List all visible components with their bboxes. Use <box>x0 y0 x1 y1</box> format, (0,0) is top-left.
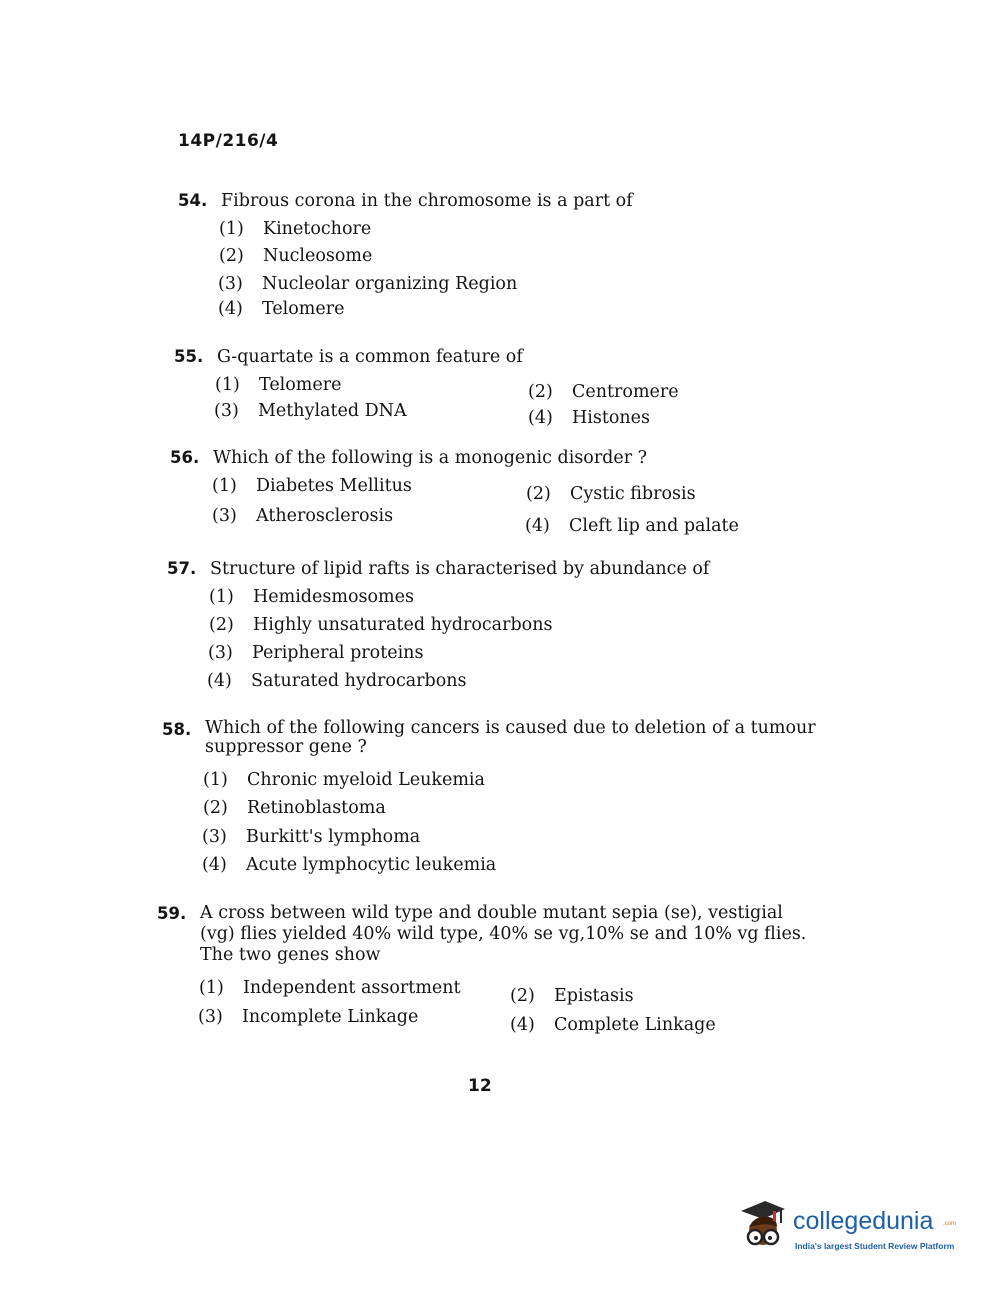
option-text: Diabetes Mellitus <box>256 476 412 496</box>
option-number: (4) <box>202 855 227 875</box>
option-1 <box>219 218 371 240</box>
question-number: 55. <box>174 347 204 366</box>
question-54 <box>178 190 878 320</box>
option-text: Nucleosome <box>263 246 373 266</box>
option-1 <box>215 374 341 396</box>
option-3 <box>208 642 423 664</box>
logo-tagline: India's largest Student Review Platform <box>795 1241 955 1251</box>
option-3 <box>198 1006 418 1028</box>
option-4 <box>202 854 496 876</box>
question-number: 54. <box>178 191 208 210</box>
option-text: Methylated DNA <box>258 401 407 421</box>
option-number: (4) <box>525 516 550 536</box>
option-4 <box>218 298 344 320</box>
option-number: (4) <box>207 671 232 691</box>
option-text: Burkitt's lymphoma <box>246 827 421 847</box>
logo-brand-text: collegedunia <box>793 1207 934 1235</box>
option-number: (1) <box>219 219 244 239</box>
option-2 <box>209 614 552 636</box>
option-number: (4) <box>218 299 243 319</box>
option-text: Hemidesmosomes <box>253 587 414 607</box>
question-stem: Fibrous corona in the chromosome is a part of <box>221 191 633 211</box>
option-3 <box>202 826 420 848</box>
question-stem: Which of the following is a monogenic disorder ? <box>213 448 648 468</box>
option-number: (3) <box>198 1007 223 1027</box>
option-number: (4) <box>510 1015 535 1035</box>
option-number: (3) <box>218 274 243 294</box>
option-text: Acute lymphocytic leukemia <box>246 855 497 875</box>
option-4 <box>207 670 467 692</box>
option-text: Incomplete Linkage <box>242 1007 419 1027</box>
option-3 <box>212 505 393 527</box>
option-number: (1) <box>212 476 237 496</box>
option-text: Telomere <box>259 375 342 395</box>
option-4 <box>510 1014 716 1036</box>
option-text: Histones <box>572 408 651 428</box>
option-text: Complete Linkage <box>554 1015 716 1035</box>
option-number: (2) <box>219 246 244 266</box>
question-stem: A cross between wild type and double mutant sepia (se), vestigial (vg) flies yielded 40% wild type, 40% se vg,10% se and 10% vg flies. The two genes show <box>200 903 807 965</box>
option-number: (2) <box>203 798 228 818</box>
option-text: Epistasis <box>554 986 634 1006</box>
option-text: Chronic myeloid Leukemia <box>247 770 485 790</box>
option-3 <box>214 400 407 422</box>
option-1 <box>203 769 485 791</box>
question-59 <box>157 903 857 1043</box>
option-3 <box>218 273 517 295</box>
option-text: Retinoblastoma <box>247 798 386 818</box>
mascot-icon <box>735 1197 795 1257</box>
option-2 <box>526 483 696 505</box>
option-number: (3) <box>208 643 233 663</box>
option-2 <box>203 797 386 819</box>
option-number: (2) <box>510 986 535 1006</box>
option-number: (4) <box>528 408 553 428</box>
question-number: 56. <box>170 448 200 467</box>
option-1 <box>209 586 414 608</box>
option-number: (1) <box>209 587 234 607</box>
option-2 <box>528 381 679 403</box>
option-4 <box>525 515 739 537</box>
question-stem: G-quartate is a common feature of <box>217 347 523 367</box>
option-number: (2) <box>526 484 551 504</box>
option-text: Atherosclerosis <box>256 506 394 526</box>
question-58 <box>162 719 862 879</box>
option-text: Telomere <box>262 299 345 319</box>
question-number: 58. <box>162 720 192 739</box>
option-1 <box>199 977 461 999</box>
option-number: (1) <box>203 770 228 790</box>
option-text: Independent assortment <box>243 978 461 998</box>
option-number: (1) <box>199 978 224 998</box>
option-text: Peripheral proteins <box>252 643 424 663</box>
question-stem: Structure of lipid rafts is characterised by abundance of <box>210 559 710 579</box>
option-text: Saturated hydrocarbons <box>251 671 467 691</box>
question-number: 57. <box>167 559 197 578</box>
option-number: (2) <box>209 615 234 635</box>
question-stem: Which of the following cancers is caused due to deletion of a tumour suppressor gene ? <box>205 718 816 757</box>
option-text: Nucleolar organizing Region <box>262 274 518 294</box>
option-text: Kinetochore <box>263 219 372 239</box>
question-57 <box>167 558 867 698</box>
page-number: 12 <box>468 1076 492 1096</box>
question-56 <box>170 447 870 542</box>
collegedunia-logo <box>735 1197 960 1257</box>
option-text: Highly unsaturated hydrocarbons <box>253 615 553 635</box>
option-text: Centromere <box>572 382 679 402</box>
option-number: (1) <box>215 375 240 395</box>
option-text: Cleft lip and palate <box>569 516 739 536</box>
option-2 <box>510 985 634 1007</box>
paper-code: 14P/216/4 <box>178 131 279 151</box>
option-1 <box>212 475 412 497</box>
option-text: Cystic fibrosis <box>570 484 696 504</box>
option-number: (3) <box>214 401 239 421</box>
option-2 <box>219 245 372 267</box>
option-number: (3) <box>212 506 237 526</box>
question-number: 59. <box>157 904 187 923</box>
option-number: (3) <box>202 827 227 847</box>
question-55 <box>174 346 874 436</box>
option-4 <box>528 407 650 429</box>
logo-domain-suffix: .com <box>943 1221 957 1227</box>
option-number: (2) <box>528 382 553 402</box>
